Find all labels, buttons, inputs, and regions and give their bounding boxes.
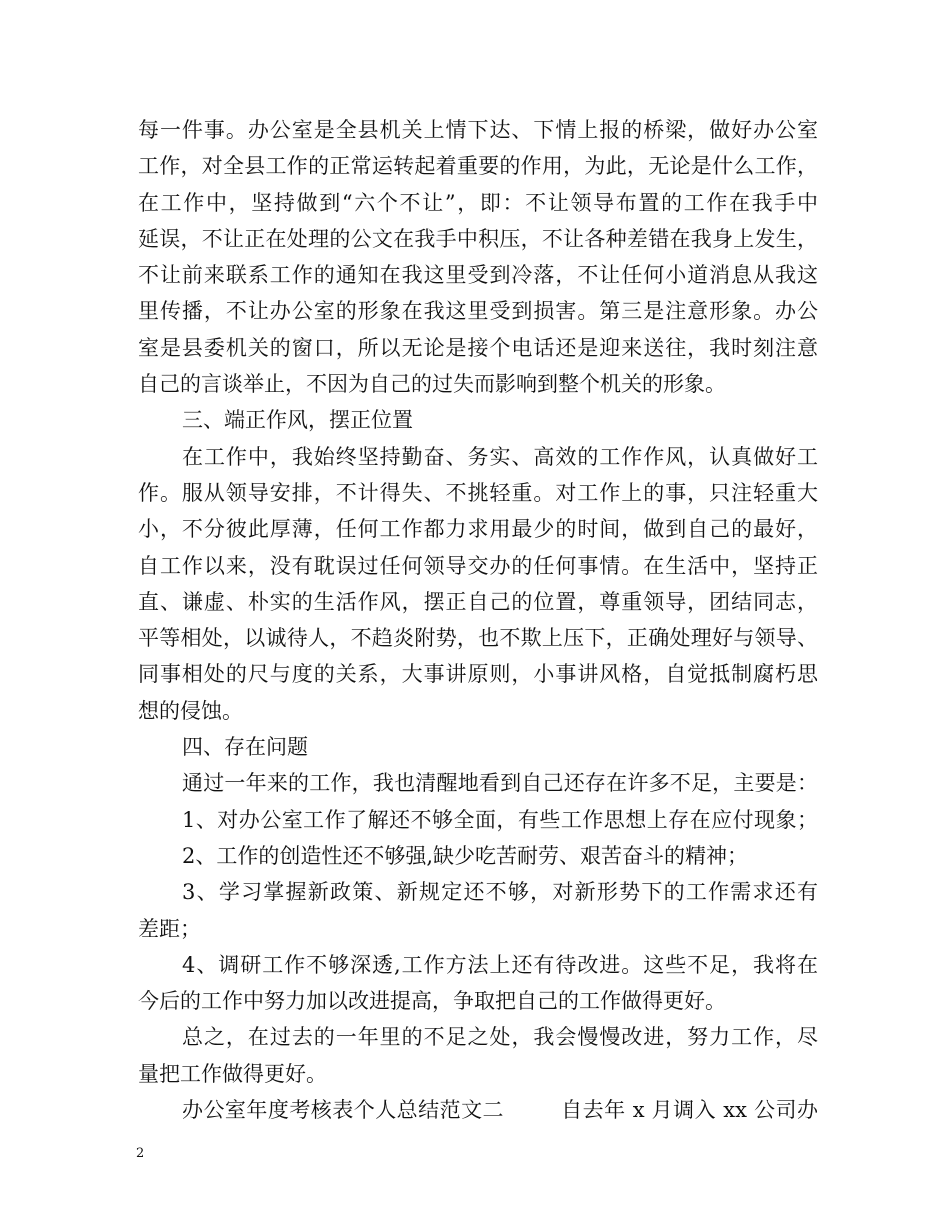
text-line: 想的侵蚀。	[138, 698, 243, 723]
text-line: 差距；	[138, 916, 201, 941]
text-line: 直、谦虚、朴实的生活作风，摆正自己的位置，尊重领导，团结同志，	[138, 589, 818, 614]
body-text	[138, 112, 818, 1128]
text-line: 同事相处的尺与度的关系，大事讲原则，小事讲风格，自觉抵制腐朽思	[138, 662, 818, 687]
section-heading: 四、存在问题	[182, 735, 308, 760]
text-line: 延误，不让正在处理的公文在我手中积压，不让各种差错在我身上发生，	[138, 226, 818, 251]
text-line: 作。服从领导安排，不计得失、不挑轻重。对工作上的事，只注轻重大	[138, 480, 818, 505]
text-line: 自己的言谈举止，不因为自己的过失而影响到整个机关的形象。	[138, 372, 726, 397]
list-item: 4、调研工作不够深透,工作方法上还有待改进。这些不足，我将在	[182, 952, 818, 977]
text-line: 平等相处，以诚待人，不趋炎附势，也不欺上压下，正确处理好与领导、	[138, 626, 818, 651]
text-line: 工作，对全县工作的正常运转起着重要的作用，为此，无论是什么工作，	[138, 154, 818, 179]
list-item: 3、学习掌握新政策、新规定还不够，对新形势下的工作需求还有	[182, 880, 818, 905]
page-number: 2	[136, 1146, 145, 1161]
list-item: 1、对办公室工作了解还不够全面，有些工作思想上存在应付现象；	[182, 807, 818, 832]
text-line: 总之，在过去的一年里的不足之处，我会慢慢改进，努力工作，尽	[182, 1025, 818, 1050]
text-line: 量把工作做得更好。	[138, 1061, 327, 1086]
text-line: 今后的工作中努力加以改进提高，争取把自己的工作做得更好。	[138, 989, 726, 1014]
text-line: 办公室年度考核表个人总结范文二 自去年 x 月调入 xx 公司办	[182, 1098, 818, 1123]
text-line: 里传播，不让办公室的形象在我这里受到损害。第三是注意形象。办公	[138, 299, 818, 324]
text-line: 不让前来联系工作的通知在我这里受到冷落，不让任何小道消息从我这	[138, 263, 818, 288]
text-line: 通过一年来的工作，我也清醒地看到自己还存在许多不足，主要是：	[182, 771, 818, 796]
list-item: 2、工作的创造性还不够强,缺少吃苦耐劳、艰苦奋斗的精神；	[182, 843, 749, 868]
text-line: 在工作中，坚持做到“六个不让”，即：不让领导布置的工作在我手中	[138, 190, 818, 215]
text-line: 在工作中，我始终坚持勤奋、务实、高效的工作作风，认真做好工	[182, 444, 818, 469]
text-line: 室是县委机关的窗口，所以无论是接个电话还是迎来送往，我时刻注意	[138, 335, 818, 360]
section-heading: 三、端正作风，摆正位置	[182, 408, 413, 433]
text-line: 每一件事。办公室是全县机关上情下达、下情上报的桥梁，做好办公室	[138, 118, 818, 142]
text-line: 小，不分彼此厚薄，任何工作都力求用最少的时间，做到自己的最好，	[138, 517, 818, 542]
text-line: 自工作以来，没有耽误过任何领导交办的任何事情。在生活中，坚持正	[138, 553, 818, 578]
